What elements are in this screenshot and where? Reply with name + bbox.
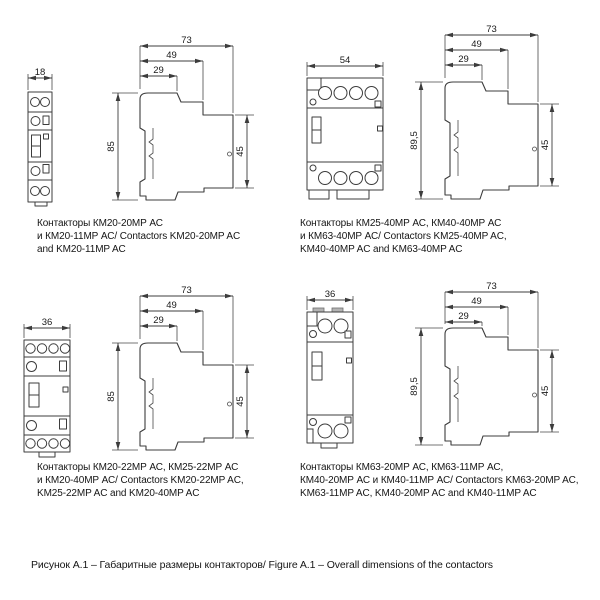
svg-text:73: 73 [486, 24, 497, 35]
caption-line: и КМ20-11МР АС/ Contactors KM20-20MP AC [37, 230, 241, 242]
caption-km25-40 [300, 218, 507, 256]
side-view [445, 82, 538, 199]
svg-text:49: 49 [471, 296, 482, 307]
dim-back-height [540, 104, 554, 186]
drawing-km63-20 [295, 280, 595, 458]
svg-text:49: 49 [471, 39, 482, 50]
caption-km20-22 [37, 462, 244, 500]
svg-text:29: 29 [153, 65, 164, 76]
svg-text:85: 85 [106, 391, 117, 402]
dim-inner-depth [140, 65, 177, 78]
svg-text:36: 36 [324, 289, 336, 300]
side-view [445, 328, 538, 445]
caption-line: Контакторы КМ20-20МР АС [37, 218, 163, 229]
front-view [307, 78, 383, 199]
caption-line: и КМ20-40МР АС/ Contactors KM20-22MP AC, [37, 474, 244, 486]
svg-text:45: 45 [235, 146, 246, 157]
caption-line: KM25-22MP AC and KM20-40MP AC [37, 487, 200, 499]
svg-text:85: 85 [106, 141, 117, 152]
dim-height [409, 328, 423, 445]
svg-text:73: 73 [486, 281, 497, 292]
caption-line: Контакторы КМ63-20МР АС, КМ63-11МР АС, [300, 462, 504, 473]
svg-text:73: 73 [181, 35, 192, 46]
caption-line: KM63-11MP AC, KM40-20MP AC and KM40-11MP AC [300, 487, 537, 499]
dim-height [409, 82, 423, 199]
caption-line: и КМ63-40МР АС/ Contactors KM25-40MP AC, [300, 230, 507, 242]
dim-inner-depth [445, 311, 482, 324]
svg-text:29: 29 [153, 315, 164, 326]
dim-mid-depth [140, 300, 203, 313]
front-view [24, 340, 70, 457]
side-view [140, 343, 233, 450]
caption-line: KM40-40MP AC and KM63-40MP AC [300, 243, 463, 255]
svg-text:45: 45 [540, 139, 551, 151]
side-view [140, 93, 233, 200]
dim-mid-depth [445, 39, 508, 52]
dim-front-width [307, 289, 353, 302]
dim-height [106, 93, 120, 200]
caption-km63-20 [300, 462, 578, 500]
dim-total-depth [445, 281, 538, 294]
svg-text:45: 45 [540, 385, 551, 397]
svg-text:29: 29 [458, 311, 469, 322]
drawing-km20-22 [10, 285, 295, 460]
svg-text:49: 49 [166, 300, 177, 311]
caption-line: КМ40-20МР АС и КМ40-11МР АС/ Contactors KM63-20MP AC, [300, 474, 579, 486]
dim-total-depth [140, 35, 233, 48]
svg-text:89,5: 89,5 [409, 377, 420, 396]
caption-km20-20 [37, 218, 240, 256]
front-view [28, 92, 52, 206]
drawing-km20-20 [10, 22, 295, 217]
dim-total-depth [140, 285, 233, 298]
svg-text:89,5: 89,5 [409, 131, 420, 150]
dim-back-height [235, 365, 249, 438]
dim-front-width [307, 55, 383, 68]
dim-mid-depth [445, 296, 508, 309]
svg-text:54: 54 [339, 55, 351, 66]
figure-caption: Рисунок А.1 – Габаритные размеры контакторов/ Figure A.1 – Overall dimensions of the contactors [31, 559, 493, 571]
dim-mid-depth [140, 50, 203, 63]
dim-inner-depth [445, 54, 482, 67]
svg-text:18: 18 [34, 67, 46, 78]
front-view [307, 308, 353, 448]
dim-total-depth [445, 24, 538, 37]
caption-line: and KM20-11MP AC [37, 243, 126, 255]
caption-line: Контакторы КМ25-40МР АС, КМ40-40МР АС [300, 218, 502, 229]
dim-back-height [235, 115, 249, 188]
svg-text:36: 36 [41, 317, 53, 328]
dim-front-width [24, 317, 70, 330]
svg-text:73: 73 [181, 285, 192, 296]
svg-text:29: 29 [458, 54, 469, 65]
dim-back-height [540, 350, 554, 432]
dim-height [106, 343, 120, 450]
dim-front-width [28, 67, 52, 80]
svg-text:49: 49 [166, 50, 177, 61]
caption-line: Контакторы КМ20-22МР АС, КМ25-22МР АС [37, 462, 239, 473]
dim-inner-depth [140, 315, 177, 328]
drawing-km25-40 [295, 14, 595, 218]
svg-text:45: 45 [235, 396, 246, 407]
